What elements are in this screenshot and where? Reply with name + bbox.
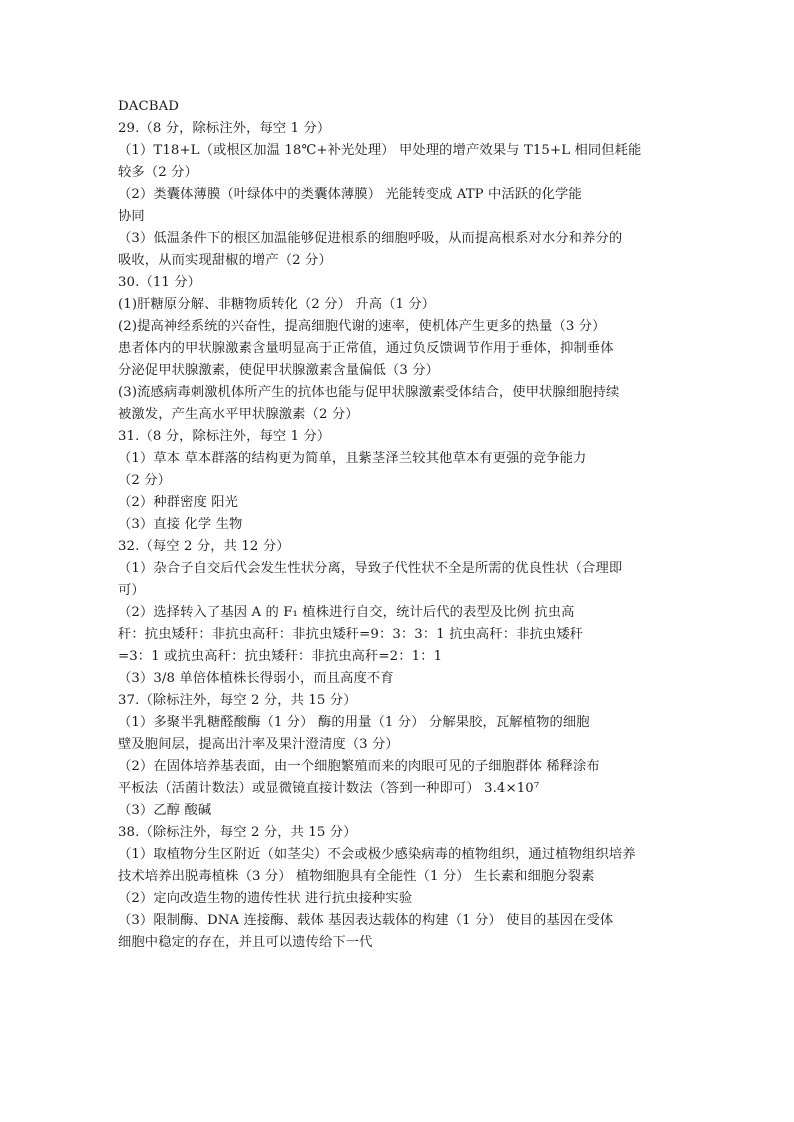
answer-line: 被激发，产生高水平甲状腺激素（2 分） [118, 407, 359, 422]
answer-line: （1）杂合子自交后代会发生性状分离，导致子代性状不全是所需的优良性状（合理即 [118, 561, 623, 576]
answer-line: （1）草本 草本群落的结构更为简单，且紫茎泽兰较其他草本有更强的竞争能力 [118, 451, 587, 466]
answer-line: （2）选择转入了基因 A 的 F₁ 植株进行自交，统计后代的表型及比例 抗虫高 [118, 605, 575, 620]
answer-line: =3：1 或抗虫高秆：抗虫矮秆：非抗虫高秆=2：1：1 [118, 649, 443, 664]
answer-line-mc: DACBAD [118, 99, 180, 114]
answer-line-q38-header: 38.（除标注外，每空 2 分，共 15 分） [118, 825, 357, 840]
answer-line: 较多（2 分） [118, 165, 198, 180]
answer-line: (2)提高神经系统的兴奋性，提高细胞代谢的速率，使机体产生更多的热量（3 分） [118, 319, 606, 334]
answer-line: （3）限制酶、DNA 连接酶、载体 基因表达载体的构建（1 分） 使目的基因在受体 [118, 913, 614, 928]
answer-line-q29-header: 29.（8 分，除标注外，每空 1 分） [118, 121, 331, 136]
answer-line: 细胞中稳定的存在，并且可以遗传给下一代 [118, 935, 373, 950]
answer-line: （3）3/8 单倍体植株长得弱小，而且高度不育 [118, 671, 394, 686]
answer-line: （3）低温条件下的根区加温能够促进根系的细胞呼吸，从而提高根系对水分和养分的 [118, 231, 623, 246]
answer-line-q37-header: 37.（除标注外，每空 2 分，共 15 分） [118, 693, 357, 708]
answer-line: 壁及胞间层，提高出汁率及果汁澄清度（3 分） [118, 737, 399, 752]
answer-line: （2 分） [118, 473, 172, 488]
answer-line: （3）直接 化学 生物 [118, 517, 243, 532]
answer-line: 技术培养出脱毒植株（3 分） 植物细胞具有全能性（1 分） 生长素和细胞分裂素 [118, 869, 595, 884]
answer-line-q30-header: 30.（11 分） [118, 275, 202, 290]
answer-line: 平板法（活菌计数法）或显微镜直接计数法（答到一种即可） 3.4×10⁷ [118, 781, 540, 796]
answer-line: （1）多聚半乳糖醛酸酶（1 分） 酶的用量（1 分） 分解果胶，瓦解植物的细胞 [118, 715, 590, 730]
answer-line: 协同 [118, 209, 145, 224]
answer-line: （1）取植物分生区附近（如茎尖）不会或极少感染病毒的植物组织，通过植物组织培养 [118, 847, 636, 862]
answer-line: （2）类囊体薄膜（叶绿体中的类囊体薄膜） 光能转变成 ATP 中活跃的化学能 [118, 187, 582, 202]
answer-line-q31-header: 31.（8 分，除标注外，每空 1 分） [118, 429, 331, 444]
answer-line: （1）T18+L（或根区加温 18℃+补光处理） 甲处理的增产效果与 T15+L 相同但耗能 [118, 143, 642, 158]
answer-line: (1)肝糖原分解、非糖物质转化（2 分） 升高（1 分） [118, 297, 436, 312]
answer-line: (3)流感病毒刺激机体所产生的抗体也能与促甲状腺激素受体结合，使甲状腺细胞持续 [118, 385, 620, 400]
answer-line: （2）种群密度 阳光 [118, 495, 239, 510]
answer-line: 可） [118, 583, 145, 598]
answer-line: 吸收，从而实现甜椒的增产（2 分） [118, 253, 332, 268]
answer-line: 患者体内的甲状腺激素含量明显高于正常值，通过负反馈调节作用于垂体，抑制垂体 [118, 341, 614, 356]
answer-line: （3）乙醇 酸碱 [118, 803, 212, 818]
answer-line: （2）定向改造生物的遗传性状 进行抗虫接种实验 [118, 891, 413, 906]
answer-line: 分泌促甲状腺激素，使促甲状腺激素含量偏低（3 分） [118, 363, 440, 378]
answer-line: （2）在固体培养基表面，由一个细胞繁殖而来的肉眼可见的子细胞群体 稀释涂布 [118, 759, 600, 774]
answer-line: 秆：抗虫矮秆：非抗虫高秆：非抗虫矮秆=9：3：3：1 抗虫高秆：非抗虫矮秆 [118, 627, 584, 642]
answer-line-q32-header: 32.（每空 2 分，共 12 分） [118, 539, 290, 554]
